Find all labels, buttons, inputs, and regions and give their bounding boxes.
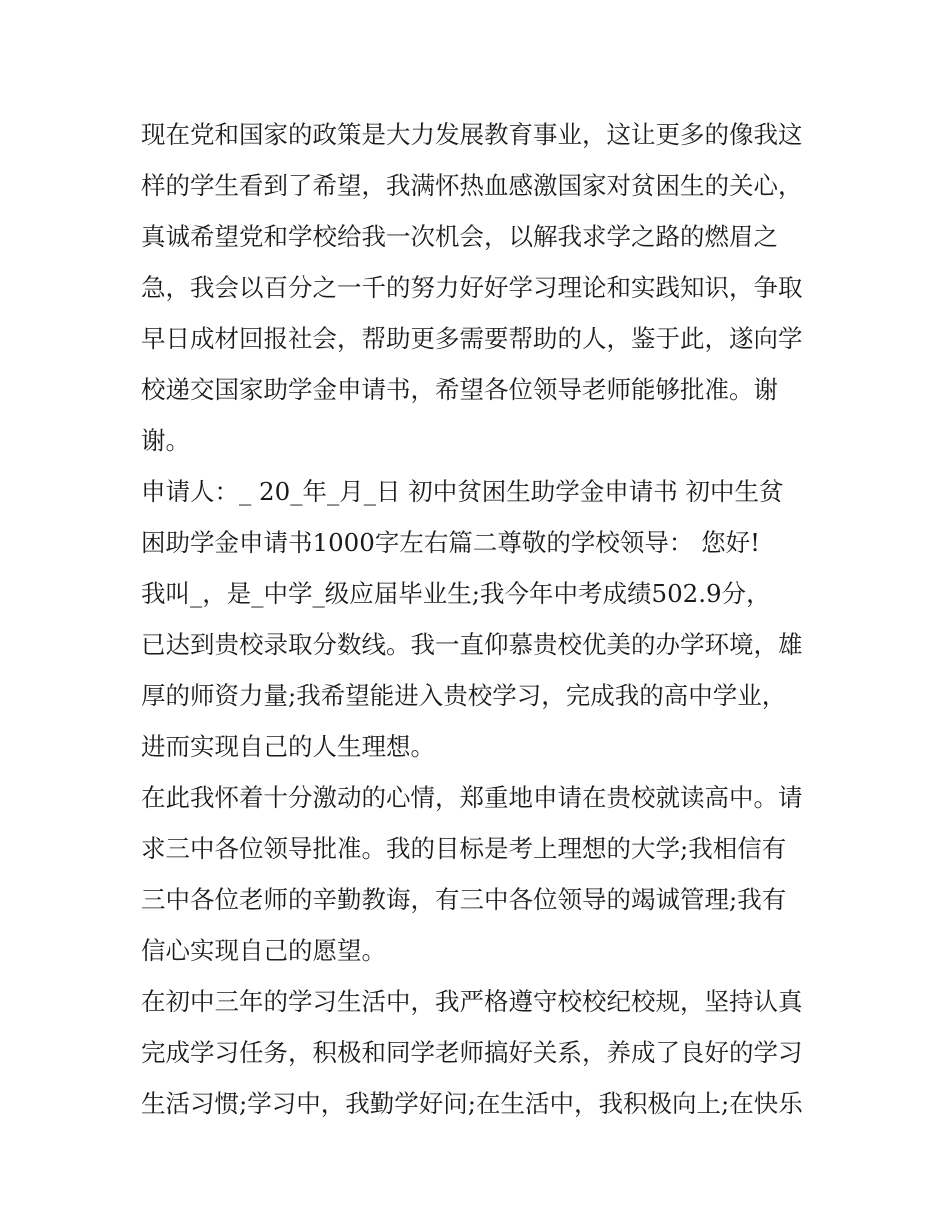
text-line: 我叫_，是_中学_级应届毕业生;我今年中考成绩502.9分， bbox=[141, 579, 771, 608]
text-line: 急，我会以百分之一千的努力好好学习理论和实践知识，争取 bbox=[141, 273, 803, 302]
text-line: 信心实现自己的愿望。 bbox=[141, 936, 386, 965]
text-line: 校递交国家助学金申请书，希望各位领导老师能够批准。谢 bbox=[141, 375, 778, 404]
text-line: 进而实现自己的人生理想。 bbox=[141, 732, 435, 761]
text-line: 早日成材回报社会，帮助更多需要帮助的人，鉴于此，遂向学 bbox=[141, 324, 803, 353]
text-line: 现在党和国家的政策是大力发展教育事业，这让更多的像我这 bbox=[141, 120, 803, 149]
text-line: 求三中各位领导批准。我的目标是考上理想的大学;我相信有 bbox=[141, 834, 787, 863]
text-line: 谢。 bbox=[141, 426, 190, 455]
text-line: 在初中三年的学习生活中，我严格遵守校校纪校规，坚持认真 bbox=[141, 987, 803, 1016]
text-line: 申请人：_ 20_年_月_日 初中贫困生助学金申请书 初中生贫 bbox=[141, 477, 784, 506]
text-line: 三中各位老师的辛勤教诲，有三中各位领导的竭诚管理;我有 bbox=[141, 885, 787, 914]
text-line: 完成学习任务，积极和同学老师搞好关系，养成了良好的学习 bbox=[141, 1038, 803, 1067]
text-line: 生活习惯;学习中，我勤学好问;在生活中，我积极向上;在快乐 bbox=[141, 1089, 803, 1118]
text-line: 已达到贵校录取分数线。我一直仰慕贵校优美的办学环境，雄 bbox=[141, 630, 803, 659]
text-line: 样的学生看到了希望，我满怀热血感激国家对贫困生的关心， bbox=[141, 171, 803, 200]
text-line: 真诚希望党和学校给我一次机会，以解我求学之路的燃眉之 bbox=[141, 222, 778, 251]
text-line: 厚的师资力量;我希望能进入贵校学习，完成我的高中学业， bbox=[141, 681, 787, 710]
document-body bbox=[141, 109, 821, 1129]
text-line: 在此我怀着十分激动的心情，郑重地申请在贵校就读高中。请 bbox=[141, 783, 803, 812]
text-line: 困助学金申请书1000字左右篇二尊敬的学校领导： 您好! bbox=[141, 528, 760, 557]
